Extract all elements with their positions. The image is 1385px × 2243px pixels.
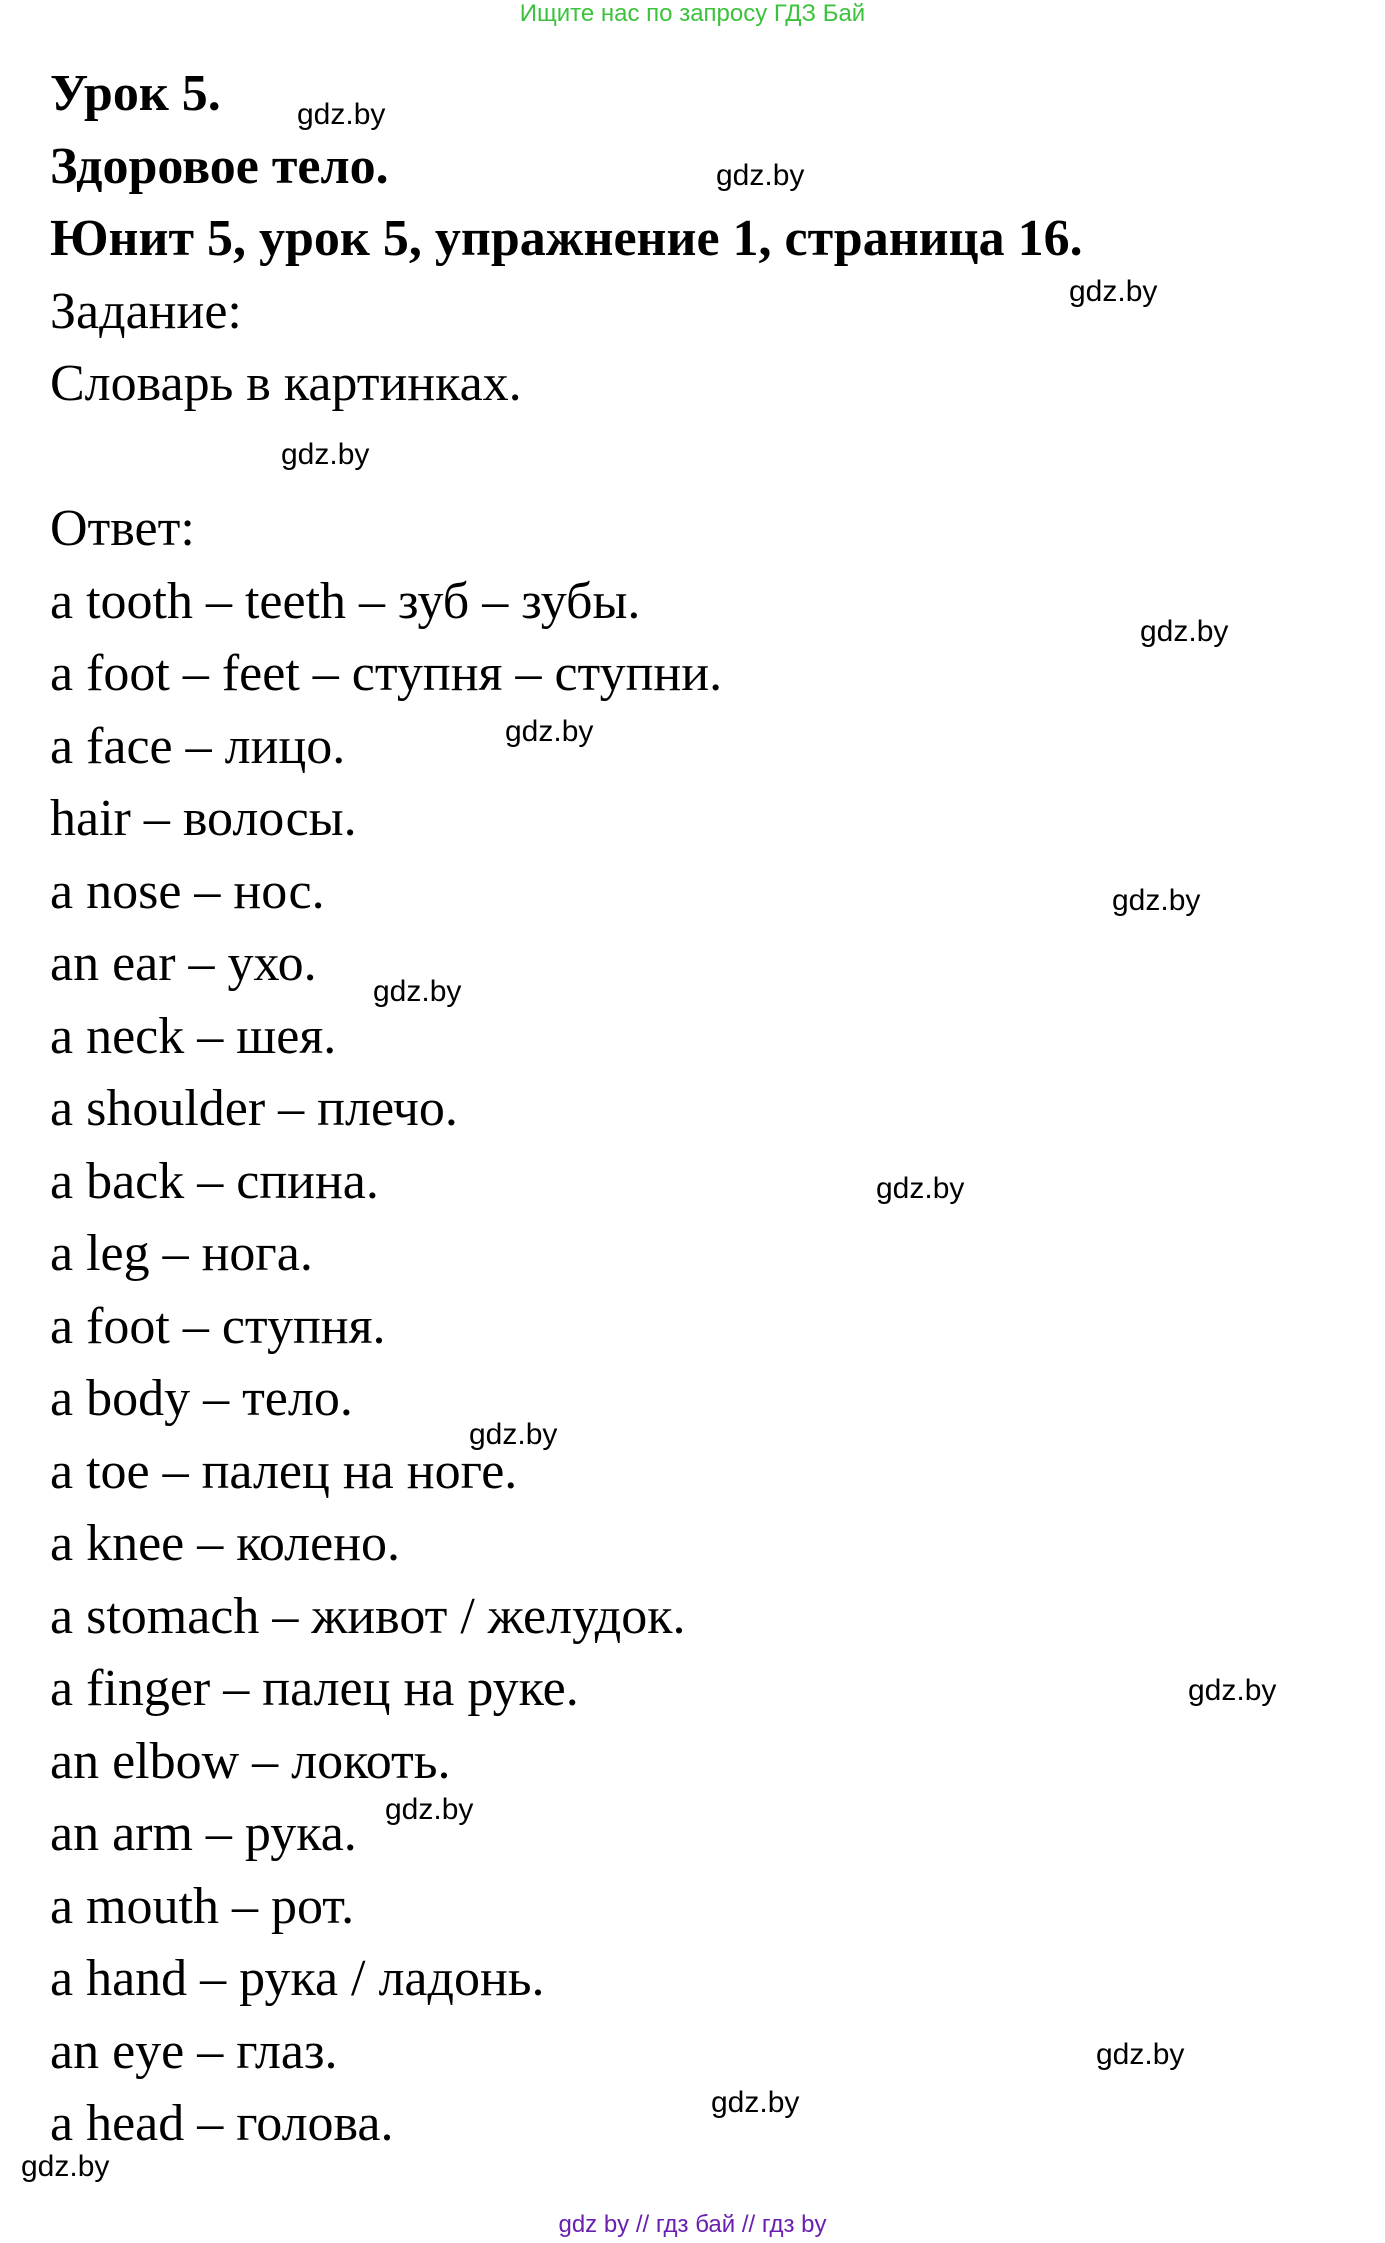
answer-item: an elbow – локоть. — [50, 1732, 451, 1790]
task-label: Задание: — [50, 282, 242, 340]
watermark: gdz.by — [469, 1418, 558, 1451]
answer-item: a head – голова. — [50, 2095, 394, 2152]
answer-item: a toe – палец на ноге. — [50, 1442, 518, 1500]
document-body — [50, 58, 1350, 2161]
answer-item: an eye – глаз. — [50, 2022, 338, 2080]
watermark: gdz.by — [711, 2086, 800, 2119]
top-banner: Ищите нас по запросу ГДЗ Бай — [519, 0, 866, 27]
answer-list — [50, 566, 1350, 2161]
answer-label: Ответ: — [50, 500, 195, 557]
answer-item: a nose – нос. — [50, 862, 325, 920]
answer-item: an ear – ухо. — [50, 935, 317, 992]
answer-item: a face – лицо. — [50, 717, 346, 775]
watermark: gdz.by — [1140, 615, 1229, 648]
answer-item: a knee – колено. — [50, 1515, 401, 1572]
lesson-title: Урок 5. — [50, 65, 221, 122]
answer-item: an arm – рука. — [50, 1805, 357, 1862]
answer-item: a neck – шея. — [50, 1007, 337, 1065]
answer-item: a foot – feet – ступня – ступни. — [50, 645, 723, 702]
task-text: Словарь в картинках. — [50, 355, 522, 412]
watermark: gdz.by — [716, 159, 805, 192]
spacer — [50, 421, 1350, 494]
footer: gdz by // гдз бай // гдз by — [558, 2211, 827, 2238]
watermark: gdz.by — [876, 1172, 965, 1205]
topic-title: Здоровое тело. — [50, 137, 389, 195]
watermark: gdz.by — [505, 715, 594, 748]
watermark: gdz.by — [1069, 275, 1158, 308]
answer-item: a back – спина. — [50, 1152, 379, 1210]
answer-item: a shoulder – плечо. — [50, 1080, 458, 1137]
watermark: gdz.by — [1112, 884, 1201, 917]
watermark: gdz.by — [281, 438, 370, 471]
answer-item: a body – тело. — [50, 1370, 353, 1427]
answer-item: a leg – нога. — [50, 1225, 313, 1282]
watermark: gdz.by — [1096, 2038, 1185, 2071]
answer-item: hair – волосы. — [50, 790, 357, 847]
answer-item: a foot – ступня. — [50, 1297, 386, 1355]
watermark: gdz.by — [1188, 1674, 1277, 1707]
answer-item: a finger – палец на руке. — [50, 1660, 579, 1717]
answer-item: a tooth – teeth – зуб – зубы. — [50, 572, 641, 630]
watermark: gdz.by — [385, 1793, 474, 1826]
exercise-reference: Юнит 5, урок 5, упражнение 1, страница 16. — [50, 210, 1083, 267]
watermark: gdz.by — [373, 975, 462, 1008]
answer-item: a stomach – живот / желудок. — [50, 1587, 686, 1645]
watermark: gdz.by — [297, 98, 386, 131]
answer-item: a mouth – рот. — [50, 1877, 355, 1935]
answer-item: a hand – рука / ладонь. — [50, 1950, 545, 2007]
watermark: gdz.by — [21, 2150, 110, 2183]
